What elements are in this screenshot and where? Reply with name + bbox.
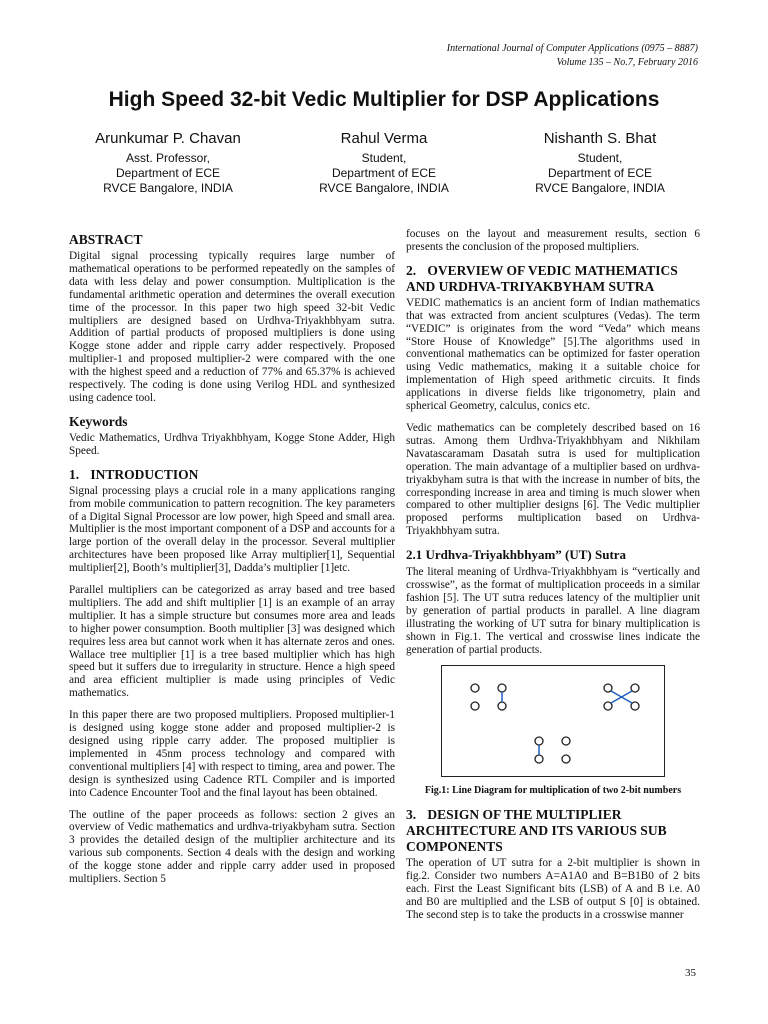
section-2-paragraph: VEDIC mathematics is an ancient form of Indian mathematics that was extracted from ancient sculptures (Vedas). The term “VEDIC” is originates from the word “Veda” which means “Store House of Knowledge” [5].The algorithms used in conventional mathematics can be optimized for faster operation using Vedic mathematics, making it a suitable choice for implementation of High speed arithmetic circuits. It finds applications in diverse fields like trigonometry, plain and spherical Geometry, calculus, conics etc. xyxy=(406,296,700,413)
bit-node-icon xyxy=(471,702,479,710)
intro-continuation: focuses on the layout and measurement results, section 6 presents the conclusion of the proposed multipliers. xyxy=(406,228,700,253)
bit-node-icon xyxy=(562,755,570,763)
journal-name: International Journal of Computer Applications (0975 – 8887) xyxy=(446,43,698,54)
author-role: Asst. Professor, xyxy=(125,151,211,165)
paper-title: High Speed 32-bit Vedic Multiplier for DSP Applications xyxy=(108,88,660,111)
abstract-text: Digital signal processing typically requires large number of mathematical operations to be performed repeatedly on the samples of data with less delay and power consumption. Multiplication is the fundamental arithmetic operation and determines the overall execution time of the processor. In this paper two high speed 32-bit Vedic multipliers are designed based on Urdhva-Triyakhbhyam sutra. Addition of partial products of proposed multipliers is done using Kogge stone adder and ripple carry adder respectively. Proposed multiplier-1 and proposed multiplier-2 were compared with the one with the highest speed and a reduction of 77% and 65.37% is achieved respectively. The coding is done using Verilog HDL and synthesized using cadence tool. xyxy=(69,250,395,404)
section-title: DESIGN OF THE MULTIPLIER ARCHITECTURE AND ITS VARIOUS SUB COMPONENTS xyxy=(406,807,667,855)
author-role: Student, xyxy=(361,151,407,165)
line-diagram-svg xyxy=(442,666,664,776)
right-column xyxy=(406,228,700,948)
page-number: 35 xyxy=(685,967,696,979)
author-dept: Department of ECE xyxy=(547,166,653,180)
section-2-heading xyxy=(406,263,700,295)
section-2-1-heading: 2.1 Urdhva-Triyakhbhyam” (UT) Sutra xyxy=(406,547,627,563)
section-2-1-paragraph: The literal meaning of Urdhva-Triyakhbhyam is “vertically and crosswise”, as the format of multiplication proceeds in a similar fashion [5]. The UT sutra reduces latency of the multiplier unit by generation of partial products in parallel. A line diagram illustrating the working of UT sutra for binary multiplication is shown in Fig.1. The vertical and crosswise lines indicate the generation of partial products. xyxy=(406,566,700,656)
journal-volume: Volume 135 – No.7, February 2016 xyxy=(556,57,698,68)
author-name: Nishanth S. Bhat xyxy=(543,130,657,147)
intro-paragraph: The outline of the paper proceeds as follows: section 2 gives an overview of Vedic mathematics and urdhva-triyakbyham sutra. Section 3 provides the detailed design of the multiplier architecture and its various sub components. Section 4 deals with the design and working of the kogge stone adder and ripple carry adder used in proposed multipliers. Section 5 xyxy=(69,808,395,886)
author-2 xyxy=(276,129,492,196)
section-title: INTRODUCTION xyxy=(90,466,199,482)
figure-1-line-diagram xyxy=(441,665,665,777)
author-inst: RVCE Bangalore, INDIA xyxy=(103,181,233,195)
section-title: OVERVIEW OF VEDIC MATHEMATICS AND URDHVA-TRIYAKBYHAM SUTRA xyxy=(406,262,678,294)
author-dept: Department of ECE xyxy=(331,166,437,180)
bit-node-icon xyxy=(471,684,479,692)
author-role: Student, xyxy=(577,151,623,165)
section-2-paragraph: Vedic mathematics can be completely described based on 16 sutras. Among them Urdhva-Triyakhbhyam and Nikhilam Navatascaramam Dasatah sutra is used for multiplication operation. The main advantage of a multiplier based on urdhva-triyakbyham sutra is that with the increase in number of bits, the corresponding increase in area and timing is much slower when compared to other multiplier designs [6]. The Vedic multiplier proposed performs multiplication based on Urdhva-Triyakhbhyam sutra. xyxy=(406,421,700,538)
bit-node-icon xyxy=(535,755,543,763)
bit-node-icon xyxy=(604,684,612,692)
bit-node-icon xyxy=(498,702,506,710)
bit-node-icon xyxy=(498,684,506,692)
section-number: 2. xyxy=(406,262,417,278)
author-name: Arunkumar P. Chavan xyxy=(95,130,241,147)
author-dept: Department of ECE xyxy=(115,166,221,180)
section-number: 1. xyxy=(69,466,80,482)
bit-node-icon xyxy=(562,737,570,745)
author-inst: RVCE Bangalore, INDIA xyxy=(319,181,449,195)
bit-node-icon xyxy=(604,702,612,710)
keywords-text: Vedic Mathematics, Urdhva Triyakhbhyam, Kogge Stone Adder, High Speed. xyxy=(69,431,395,457)
author-inst: RVCE Bangalore, INDIA xyxy=(535,181,665,195)
section-number: 3. xyxy=(406,807,417,823)
introduction-heading xyxy=(69,467,395,483)
author-name: Rahul Verma xyxy=(340,130,428,147)
journal-header xyxy=(447,42,698,70)
intro-paragraph: Parallel multipliers can be categorized as array based and tree based multipliers. The add and shift multiplier [1] is an example of an array multiplier. It has a simple structure but consumes more area and leads to higher power consumption. Booth multiplier [3] was designed which requires less area but cannot work when it has alternate zeros and ones. Wallace tree multiplier [1] is a tree based multiplier which has high speed but it suffers due to irregularity in structure. Hence a high speed and area efficient multiplier is made using principles of Vedic mathematics. xyxy=(69,584,395,700)
bit-node-icon xyxy=(631,684,639,692)
left-column xyxy=(69,228,395,948)
author-1 xyxy=(60,129,276,196)
bit-node-icon xyxy=(631,702,639,710)
author-block xyxy=(60,129,708,199)
figure-1-caption: Fig.1: Line Diagram for multiplication of two 2-bit numbers xyxy=(424,785,682,797)
keywords-heading: Keywords xyxy=(69,413,128,429)
bit-node-icon xyxy=(535,737,543,745)
intro-paragraph: Signal processing plays a crucial role in a many applications ranging from mobile communication to pattern recognition. The key parameters of a Digital Signal Processor are low power, high Speed and small area. Multiplier is the most important component of a DSP and accounts for a large portion of the overall delay in the processor. Several multiplier architectures have been proposed like Array multiplier[1], Sequential multiplier[2], Booth’s multiplier[3], Dadda’s multiplier [1]etc. xyxy=(69,484,395,575)
abstract-heading: ABSTRACT xyxy=(69,232,143,247)
author-3 xyxy=(492,129,708,196)
section-3-paragraph: The operation of UT sutra for a 2-bit multiplier is shown in fig.2. Consider two numbers A=A1A0 and B=B1B0 of 2 bits each. First the Least Significant bits (LSB) of A and B i.e. A0 and B0 are multiplied and the LSB of output S [0] is obtained. The second step is to take the products in a crosswise manner xyxy=(406,857,700,922)
intro-paragraph: In this paper there are two proposed multipliers. Proposed multiplier-1 is designed using kogge stone adder and proposed multiplier-2 is designed using ripple carry adder. The proposed multiplier is implemented in 45nm process technology and compared with conventional multipliers [4] with respect to timing, area and power. The design is synthesized using Cadence RTL Compiler and is imported into Cadence Encounter Tool and the final layout has been obtained. xyxy=(69,709,395,799)
section-3-heading xyxy=(406,807,700,855)
